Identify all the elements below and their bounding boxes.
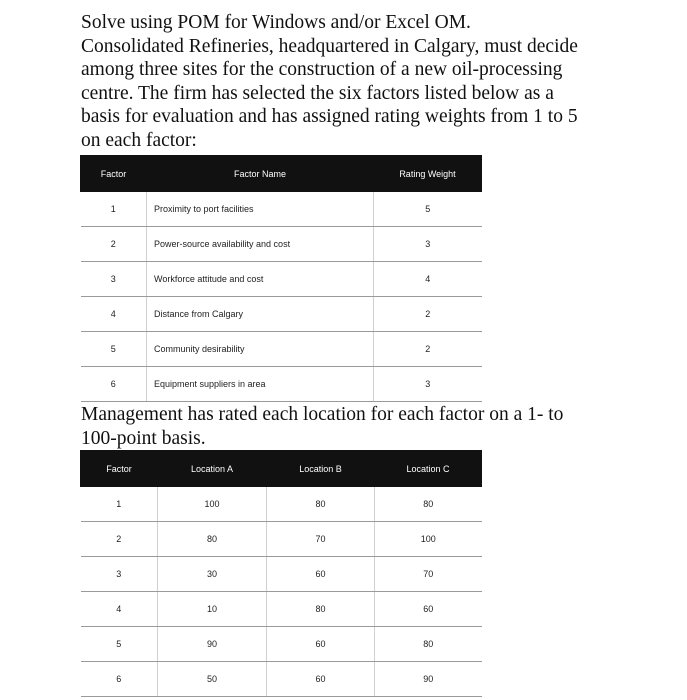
location-a-score: 90 <box>158 627 267 662</box>
header-location-a: Location A <box>158 451 267 487</box>
location-a-score: 30 <box>158 557 267 592</box>
statement-line: among three sites for the construction of a new oil-processing <box>81 59 563 80</box>
rating-weight: 4 <box>374 262 482 297</box>
table-row <box>81 592 482 627</box>
location-a-score: 100 <box>158 487 267 522</box>
table-row <box>81 367 482 402</box>
problem-statement <box>81 11 641 152</box>
factor-number: 1 <box>81 192 147 227</box>
location-a-score: 50 <box>158 662 267 697</box>
table-row <box>81 332 482 367</box>
factor-number: 1 <box>81 487 158 522</box>
location-b-score: 70 <box>267 522 375 557</box>
factor-name: Community desirability <box>147 332 374 367</box>
factor-name: Distance from Calgary <box>147 297 374 332</box>
factor-name: Workforce attitude and cost <box>147 262 374 297</box>
location-a-score: 10 <box>158 592 267 627</box>
table-row <box>81 297 482 332</box>
factor-number: 2 <box>81 227 147 262</box>
rating-weight: 3 <box>374 367 482 402</box>
location-b-score: 60 <box>267 662 375 697</box>
table-row <box>81 627 482 662</box>
location-b-score: 60 <box>267 557 375 592</box>
statement-line: Consolidated Refineries, headquartered in Calgary, must decide <box>81 35 578 57</box>
rating-weight: 5 <box>374 192 482 227</box>
location-c-score: 100 <box>375 522 482 557</box>
rating-weight: 2 <box>374 332 482 367</box>
location-b-score: 80 <box>267 592 375 627</box>
factor-number: 5 <box>81 332 147 367</box>
factor-number: 5 <box>81 627 158 662</box>
statement-line: Solve using POM for Windows and/or Excel OM. <box>81 12 471 33</box>
location-c-score: 90 <box>375 662 482 697</box>
statement-line: basis for evaluation and has assigned rating weights from 1 to 5 <box>81 106 578 127</box>
statement-line: centre. The firm has selected the six factors listed below as a <box>81 82 554 104</box>
table-header-row <box>81 451 482 487</box>
table-row <box>81 192 482 227</box>
factor-number: 3 <box>81 557 158 592</box>
location-ratings-table <box>80 450 482 697</box>
location-c-score: 70 <box>375 557 482 592</box>
location-c-score: 60 <box>375 592 482 627</box>
header-location-c: Location C <box>375 451 482 487</box>
statement-line: on each factor: <box>81 129 197 151</box>
factor-name: Power-source availability and cost <box>147 227 374 262</box>
factor-weights-table <box>80 155 482 402</box>
statement-line: 100-point basis. <box>81 427 206 449</box>
factor-name: Proximity to port facilities <box>147 192 374 227</box>
header-factor: Factor <box>81 451 158 487</box>
management-statement <box>81 403 641 450</box>
factor-number: 2 <box>81 522 158 557</box>
header-rating-weight: Rating Weight <box>374 156 482 192</box>
location-a-score: 80 <box>158 522 267 557</box>
rating-weight: 2 <box>374 297 482 332</box>
statement-line: Management has rated each location for each factor on a 1- to <box>81 404 564 425</box>
factor-number: 6 <box>81 367 147 402</box>
table-row <box>81 487 482 522</box>
header-location-b: Location B <box>267 451 375 487</box>
header-factor: Factor <box>81 156 147 192</box>
header-factor-name: Factor Name <box>147 156 374 192</box>
factor-number: 4 <box>81 297 147 332</box>
rating-weight: 3 <box>374 227 482 262</box>
table-row <box>81 662 482 697</box>
location-b-score: 80 <box>267 487 375 522</box>
factor-name: Equipment suppliers in area <box>147 367 374 402</box>
factor-number: 4 <box>81 592 158 627</box>
location-c-score: 80 <box>375 627 482 662</box>
factor-number: 3 <box>81 262 147 297</box>
table-header-row <box>81 156 482 192</box>
table-row <box>81 262 482 297</box>
table-row <box>81 227 482 262</box>
table-row <box>81 557 482 592</box>
table-row <box>81 522 482 557</box>
location-b-score: 60 <box>267 627 375 662</box>
factor-number: 6 <box>81 662 158 697</box>
location-c-score: 80 <box>375 487 482 522</box>
